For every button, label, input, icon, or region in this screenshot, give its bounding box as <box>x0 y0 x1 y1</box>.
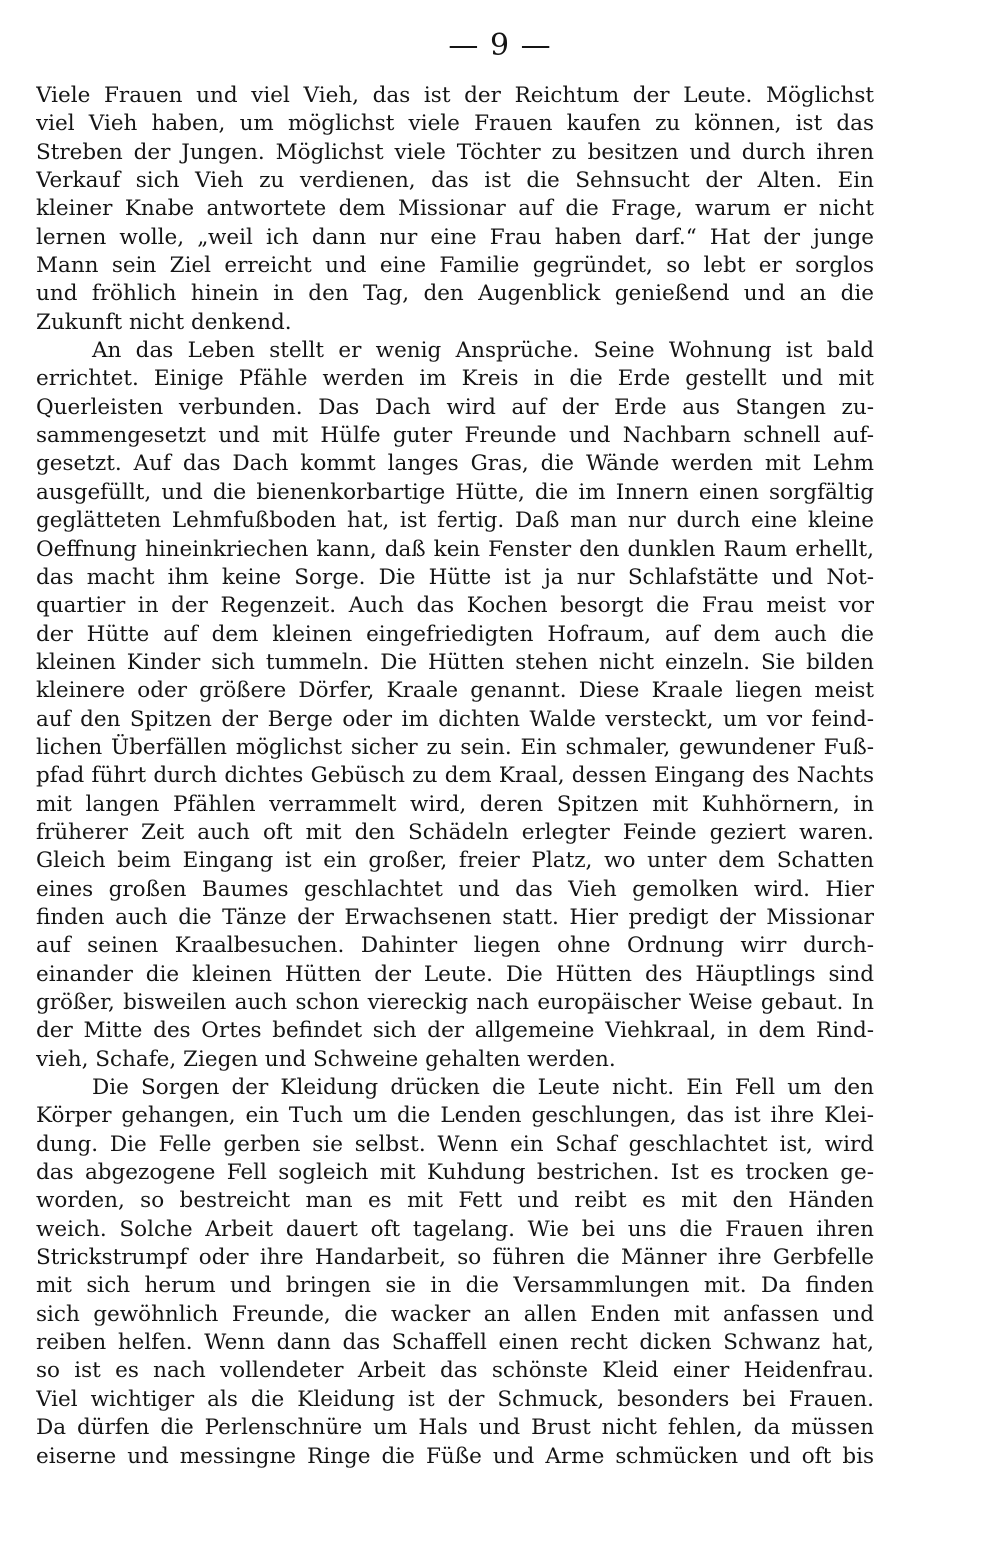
text-line: größer, bisweilen auch schon viereckig nach europäischer Weise gebaut. In <box>36 990 874 1015</box>
text-line: An das Leben stellt er wenig Ansprüche. Seine Wohnung ist bald <box>92 338 874 364</box>
text-line: Oeffnung hineinkriechen kann, daß kein Fenster den dunklen Raum erhellt, <box>36 536 874 562</box>
text-line: lernen wolle, „weil ich dann nur eine Frau haben darf.“ Hat der junge <box>36 224 874 250</box>
text-line: reiben helfen. Wenn dann das Schaffell einen recht dicken Schwanz hat, <box>36 1330 874 1356</box>
text-line: sammengesetzt und mit Hülfe guter Freunde und Nachbarn schnell auf- <box>36 423 874 449</box>
text-line: quartier in der Regenzeit. Auch das Kochen besorgt die Frau meist vor <box>36 593 874 619</box>
text-line: Strickstrumpf oder ihre Handarbeit, so führen die Männer ihre Gerbfelle <box>36 1245 874 1271</box>
text-line: so ist es nach vollendeter Arbeit das schönste Kleid einer Heidenfrau. <box>36 1358 874 1384</box>
text-line: Zukunft nicht denkend. <box>36 309 292 335</box>
text-line: früherer Zeit auch oft mit den Schädeln erlegter Feinde geziert waren. <box>36 819 874 845</box>
text-line: Viele Frauen und viel Vieh, das ist der Reichtum der Leute. Möglichst <box>36 83 874 108</box>
text-line: sich gewöhnlich Freunde, die wacker an allen Enden mit anfassen und <box>36 1301 874 1327</box>
text-line: kleiner Knabe antwortete dem Missionar auf die Frage, warum er nicht <box>36 196 874 222</box>
text-line: Streben der Jungen. Möglichst viele Töchter zu besitzen und durch ihren <box>36 139 874 165</box>
text-line: eiserne und messingne Ringe die Füße und Arme schmücken und oft bis <box>36 1443 874 1469</box>
text-line: auf seinen Kraalbesuchen. Dahinter liegen ohne Ordnung wirr durch- <box>36 933 874 959</box>
page-number: — 9 — <box>448 28 552 63</box>
body-text <box>36 82 874 1471</box>
text-line: Gleich beim Eingang ist ein großer, freier Platz, wo unter dem Schatten <box>36 848 874 874</box>
text-line: das abgezogene Fell sogleich mit Kuhdung bestrichen. Ist es trocken ge- <box>36 1160 874 1186</box>
text-line: finden auch die Tänze der Erwachsenen statt. Hier predigt der Missionar <box>36 904 874 930</box>
text-line: viel Vieh haben, um möglichst viele Frauen kaufen zu können, ist das <box>36 111 874 137</box>
text-line: mit langen Pfählen verrammelt wird, deren Spitzen mit Kuhhörnern, in <box>36 791 874 817</box>
text-line: einander die kleinen Hütten der Leute. Die Hütten des Häuptlings sind <box>36 961 874 987</box>
text-line: Verkauf sich Vieh zu verdienen, das ist die Sehnsucht der Alten. Ein <box>36 168 874 194</box>
text-line: dung. Die Felle gerben sie selbst. Wenn ein Schaf geschlachtet ist, wird <box>36 1131 874 1157</box>
text-line: Körper gehangen, ein Tuch um die Lenden geschlungen, das ist ihre Klei- <box>36 1103 874 1129</box>
text-line: und fröhlich hinein in den Tag, den Augenblick genießend und an die <box>36 281 874 307</box>
text-line: Mann sein Ziel erreicht und eine Familie gegründet, so lebt er sorglos <box>36 253 874 279</box>
text-line: ausgefüllt, und die bienenkorbartige Hütte, die im Innern einen sorgfältig <box>36 479 874 505</box>
text-line: Da dürfen die Perlenschnüre um Hals und Brust nicht fehlen, da müssen <box>36 1415 874 1441</box>
text-line: weich. Solche Arbeit dauert oft tagelang. Wie bei uns die Frauen ihren <box>36 1216 874 1242</box>
text-line: der Hütte auf dem kleinen eingefriedigten Hofraum, auf dem auch die <box>36 621 874 647</box>
text-line: pfad führt durch dichtes Gebüsch zu dem Kraal, dessen Eingang des Nachts <box>36 763 874 789</box>
text-line: das macht ihm keine Sorge. Die Hütte ist ja nur Schlafstätte und Not- <box>36 564 874 590</box>
text-line: auf den Spitzen der Berge oder im dichten Walde versteckt, um vor feind- <box>36 706 874 732</box>
text-line: Querleisten verbunden. Das Dach wird auf der Erde aus Stangen zu- <box>36 394 874 420</box>
text-line: geglätteten Lehmfußboden hat, ist fertig. Daß man nur durch eine kleine <box>36 508 874 534</box>
text-line: Die Sorgen der Kleidung drücken die Leute nicht. Ein Fell um den <box>92 1075 874 1101</box>
text-line: gesetzt. Auf das Dach kommt langes Gras, die Wände werden mit Lehm <box>36 451 874 477</box>
text-line: worden, so bestreicht man es mit Fett und reibt es mit den Händen <box>36 1188 874 1214</box>
text-line: Viel wichtiger als die Kleidung ist der Schmuck, besonders bei Frauen. <box>36 1386 874 1412</box>
text-line: lichen Überfällen möglichst sicher zu sein. Ein schmaler, gewundener Fuß- <box>36 734 874 760</box>
text-line: eines großen Baumes geschlachtet und das Vieh gemolken wird. Hier <box>36 876 874 902</box>
text-line: kleinere oder größere Dörfer, Kraale genannt. Diese Kraale liegen meist <box>36 678 874 704</box>
text-line: errichtet. Einige Pfähle werden im Kreis in die Erde gestellt und mit <box>36 366 874 392</box>
text-line: kleinen Kinder sich tummeln. Die Hütten stehen nicht einzeln. Sie bilden <box>36 649 874 675</box>
text-line: vieh, Schafe, Ziegen und Schweine gehalten werden. <box>36 1046 616 1072</box>
text-line: mit sich herum und bringen sie in die Versammlungen mit. Da finden <box>36 1273 874 1299</box>
text-line: der Mitte des Ortes befindet sich der allgemeine Viehkraal, in dem Rind- <box>36 1018 874 1044</box>
